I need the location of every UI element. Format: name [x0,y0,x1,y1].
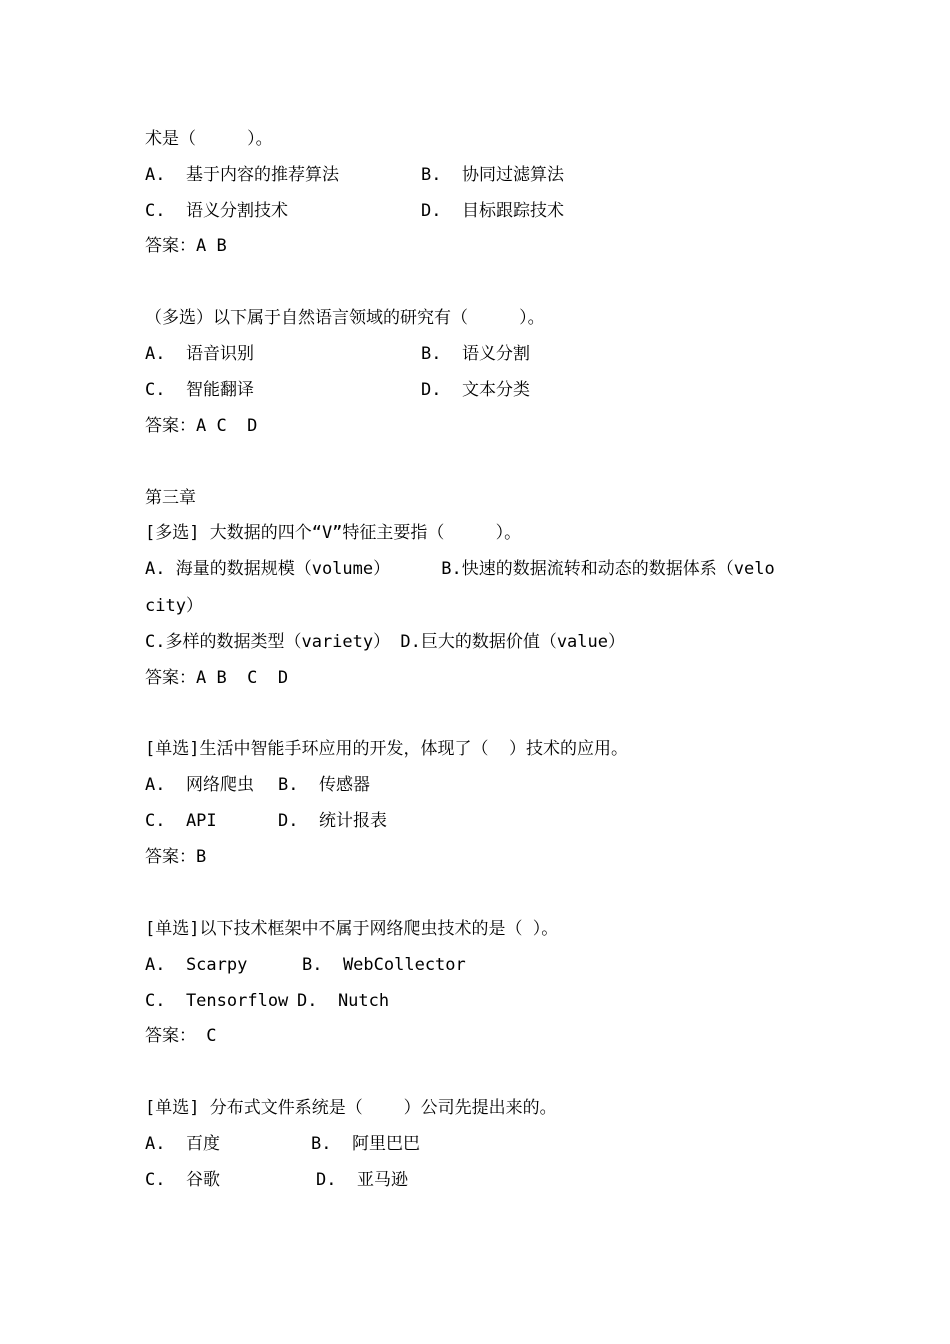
question-5-option-a: A. Scarpy [145,955,248,975]
question-3-stem: [多选] 大数据的四个“V”特征主要指（ ）。 [145,523,522,543]
question-3-options-line-3: C.多样的数据类型（variety） D.巨大的数据价值（value） [145,632,625,652]
question-5-answer: 答案： C [145,1026,217,1046]
question-6-stem: [单选] 分布式文件系统是（ ）公司先提出来的。 [145,1098,557,1118]
question-1-stem: 术是（ ）。 [145,129,273,149]
question-6-option-a: A. 百度 [145,1134,220,1154]
chapter-heading: 第三章 [145,488,196,508]
question-4-answer: 答案：B [145,847,207,867]
question-4-option-d: D. 统计报表 [278,811,387,831]
question-6-option-d: D. 亚马逊 [316,1170,408,1190]
question-5-option-d: D. Nutch [297,991,390,1011]
question-2-option-b: B. 语义分割 [421,344,530,364]
question-1-option-b: B. 协同过滤算法 [421,165,564,185]
question-3-options-line-2: city） [145,596,203,616]
question-2-option-a: A. 语音识别 [145,344,254,364]
question-4-option-a: A. 网络爬虫 [145,775,254,795]
question-5-stem: [单选]以下技术框架中不属于网络爬虫技术的是（ ）。 [145,919,559,939]
question-1-option-c: C. 语义分割技术 [145,201,288,221]
question-3-options-line-1: A. 海量的数据规模（volume） B.快速的数据流转和动态的数据体系（velo [145,559,775,579]
question-2-answer: 答案：A C D [145,416,258,436]
question-4-option-c: C. API [145,811,217,831]
question-1-option-d: D. 目标跟踪技术 [421,201,564,221]
question-2-option-d: D. 文本分类 [421,380,530,400]
question-1-option-a: A. 基于内容的推荐算法 [145,165,339,185]
question-5-option-c: C. Tensorflow [145,991,289,1011]
question-2-stem: （多选）以下属于自然语言领域的研究有（ ）。 [145,308,545,328]
question-6-option-c: C. 谷歌 [145,1170,220,1190]
question-5-option-b: B. WebCollector [302,955,466,975]
question-6-option-b: B. 阿里巴巴 [311,1134,420,1154]
question-3-answer: 答案：A B C D [145,668,289,688]
question-2-option-c: C. 智能翻译 [145,380,254,400]
question-4-stem: [单选]生活中智能手环应用的开发，体现了（ ）技术的应用。 [145,739,628,759]
question-4-option-b: B. 传感器 [278,775,370,795]
question-1-answer: 答案：A B [145,236,227,256]
